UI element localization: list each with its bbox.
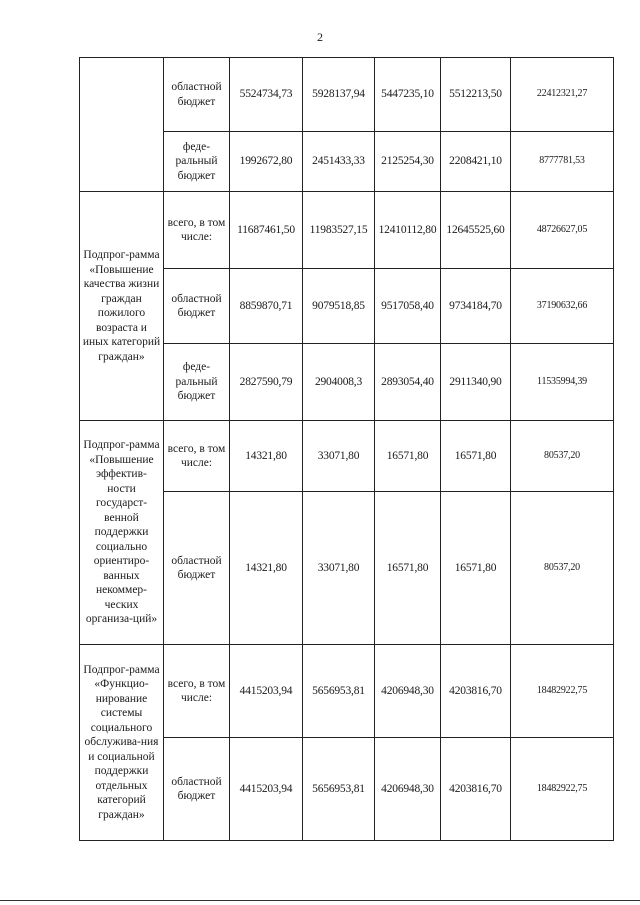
- value-cell: 2208421,10: [441, 132, 511, 192]
- value-cell: 16571,80: [441, 421, 511, 492]
- total-cell: 11535994,39: [511, 344, 614, 421]
- value-cell: 4203816,70: [441, 738, 511, 841]
- total-cell: 80537,20: [511, 421, 614, 492]
- value-cell: 11983527,15: [303, 192, 375, 269]
- value-cell: 5512213,50: [441, 58, 511, 132]
- value-cell: 16571,80: [441, 492, 511, 645]
- value-cell: 11687461,50: [230, 192, 303, 269]
- total-cell: 8777781,53: [511, 132, 614, 192]
- value-cell: 16571,80: [375, 492, 441, 645]
- value-cell: 12645525,60: [441, 192, 511, 269]
- budget-table: [79, 57, 614, 841]
- funding-source: всего, в том числе:: [164, 192, 230, 269]
- funding-source: всего, в том числе:: [164, 421, 230, 492]
- funding-source: областной бюджет: [164, 269, 230, 344]
- program-name: Подпрог-рамма «Функцио-нирование системы социального обслужива-ния и социальной поддержки отдельных категорий граждан»: [80, 645, 164, 841]
- funding-source: всего, в том числе:: [164, 645, 230, 738]
- total-cell: 37190632,66: [511, 269, 614, 344]
- value-cell: 4415203,94: [230, 645, 303, 738]
- value-cell: 33071,80: [303, 421, 375, 492]
- funding-source: областной бюджет: [164, 492, 230, 645]
- value-cell: 2451433,33: [303, 132, 375, 192]
- value-cell: 5656953,81: [303, 738, 375, 841]
- value-cell: 5447235,10: [375, 58, 441, 132]
- value-cell: 2911340,90: [441, 344, 511, 421]
- total-cell: 80537,20: [511, 492, 614, 645]
- funding-source: феде-ральный бюджет: [164, 132, 230, 192]
- value-cell: 2125254,30: [375, 132, 441, 192]
- program-cell-continued: [80, 58, 164, 192]
- value-cell: 9517058,40: [375, 269, 441, 344]
- total-cell: 18482922,75: [511, 645, 614, 738]
- value-cell: 5524734,73: [230, 58, 303, 132]
- value-cell: 9079518,85: [303, 269, 375, 344]
- funding-source: феде-ральный бюджет: [164, 344, 230, 421]
- value-cell: 5656953,81: [303, 645, 375, 738]
- value-cell: 2904008,3: [303, 344, 375, 421]
- value-cell: 14321,80: [230, 421, 303, 492]
- page-number: 2: [317, 30, 323, 44]
- value-cell: 8859870,71: [230, 269, 303, 344]
- program-name: Подпрог-рамма «Повышение эффектив-ности государст-венной поддержки социально ориентиро-ванных некоммер-ческих организа-ций»: [80, 421, 164, 645]
- total-cell: 18482922,75: [511, 738, 614, 841]
- funding-source: областной бюджет: [164, 58, 230, 132]
- table-row: [80, 58, 614, 132]
- value-cell: 4415203,94: [230, 738, 303, 841]
- table-row: [80, 645, 614, 738]
- table-row: [80, 421, 614, 492]
- funding-source: областной бюджет: [164, 738, 230, 841]
- value-cell: 9734184,70: [441, 269, 511, 344]
- value-cell: 2827590,79: [230, 344, 303, 421]
- value-cell: 33071,80: [303, 492, 375, 645]
- total-cell: 48726627,05: [511, 192, 614, 269]
- value-cell: 4206948,30: [375, 645, 441, 738]
- value-cell: 4203816,70: [441, 645, 511, 738]
- total-cell: 22412321,27: [511, 58, 614, 132]
- program-name: Подпрог-рамма «Повышение качества жизни граждан пожилого возраста и иных категорий граждан»: [80, 192, 164, 421]
- value-cell: 1992672,80: [230, 132, 303, 192]
- value-cell: 14321,80: [230, 492, 303, 645]
- bottom-rule: [0, 900, 640, 901]
- value-cell: 5928137,94: [303, 58, 375, 132]
- value-cell: 16571,80: [375, 421, 441, 492]
- value-cell: 4206948,30: [375, 738, 441, 841]
- table-row: [80, 192, 614, 269]
- value-cell: 2893054,40: [375, 344, 441, 421]
- value-cell: 12410112,80: [375, 192, 441, 269]
